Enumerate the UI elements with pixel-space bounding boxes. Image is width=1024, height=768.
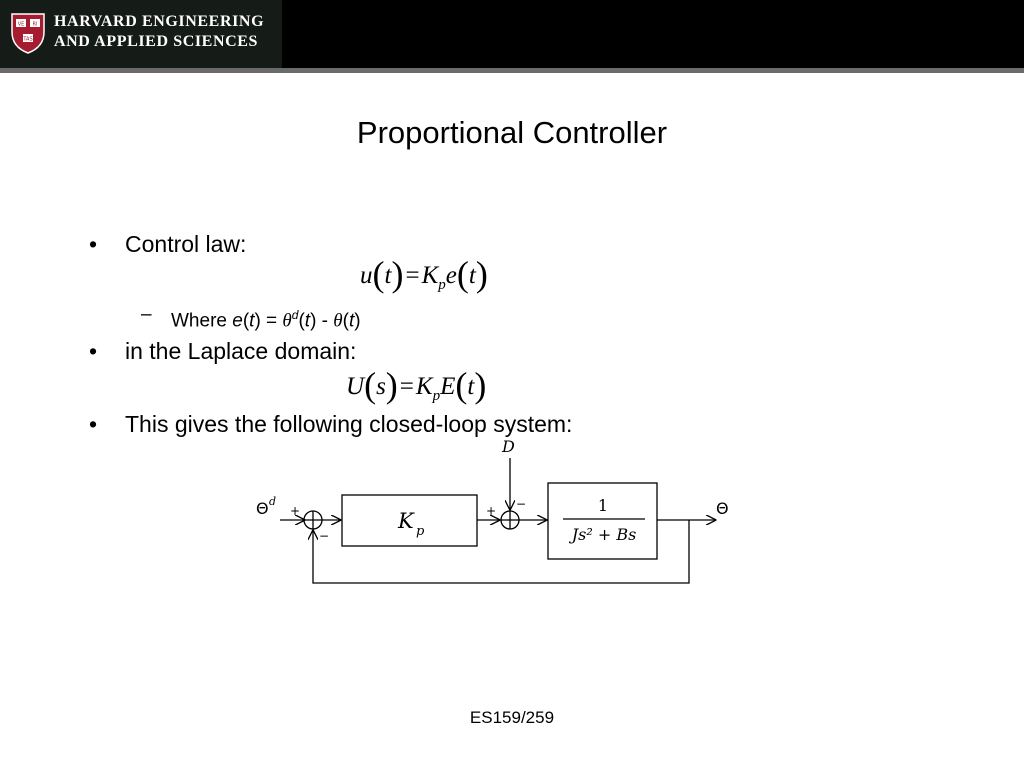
controller-gain-subscript: p	[416, 524, 425, 539]
sub-d: d	[291, 308, 299, 322]
sum2-plus-sign: +	[486, 504, 497, 518]
sub-bullet-error-definition: – Where $e(t) = \theta^d(t) - \theta(t)$	[141, 304, 361, 332]
sub-equals: =	[260, 310, 283, 332]
footer-course-code: ES159/259	[469, 708, 555, 727]
sub-e: e	[232, 310, 243, 332]
bullet-text: in the Laplace domain:	[125, 338, 357, 364]
harvard-shield-icon	[10, 12, 46, 54]
input-theta-superscript: d	[269, 495, 277, 508]
logo-wordmark	[54, 12, 264, 52]
equation-laplace: $U(s)=K_pE(t)$	[346, 365, 487, 405]
summing-junction-2	[501, 511, 519, 529]
plant-denominator: Js² + Bs	[571, 525, 637, 544]
plant-block	[548, 483, 657, 559]
eq-rhs-arg: t	[467, 373, 475, 400]
slide-title: Proportional Controller	[356, 115, 668, 150]
bullet-laplace	[89, 337, 357, 365]
sub-bullet-dash: –	[141, 304, 152, 325]
output-theta-label: Θ	[716, 499, 729, 518]
equation-control-law: $u(t)=K_pe(t)$	[360, 254, 488, 294]
shield-text-2: RI	[32, 21, 38, 28]
eq-gain: K	[421, 262, 439, 289]
bullet-control-law	[89, 230, 247, 258]
controller-gain-label: K	[398, 509, 414, 533]
eq-arg: s	[376, 373, 386, 400]
eq-lhs: U	[346, 373, 365, 400]
bullet-dot: •	[89, 338, 98, 364]
eq-gain: K	[415, 373, 433, 400]
sub-minus: -	[316, 310, 334, 332]
summing-junction-1	[304, 511, 322, 529]
plant-numerator: 1	[597, 496, 609, 515]
eq-rhs-arg: t	[468, 262, 476, 289]
bullet-text: Control law:	[125, 231, 247, 257]
eq-gain-subscript: p	[432, 388, 441, 404]
input-theta-label: Θ	[256, 499, 269, 518]
header-divider	[0, 68, 1024, 73]
sub-t-3: t	[348, 310, 355, 332]
disturbance-minus-sign: −	[516, 497, 527, 511]
bullet-text: This gives the following closed-loop system:	[125, 411, 573, 437]
closed-loop-block-diagram	[248, 432, 758, 592]
disturbance-label: D	[502, 437, 515, 456]
harvard-seas-logo	[0, 0, 282, 68]
eq-equals: =	[405, 262, 420, 289]
eq-lhs: u	[360, 262, 373, 289]
eq-gain-subscript: p	[438, 277, 446, 293]
eq-arg: t	[384, 262, 392, 289]
sub-t-2: t	[304, 310, 311, 332]
logo-line-2: AND APPLIED SCIENCES	[54, 33, 259, 50]
bullet-dot: •	[89, 231, 98, 257]
sub-theta-2: θ	[333, 310, 343, 332]
shield-text-3: TAS	[23, 36, 33, 43]
eq-rhs: e	[445, 262, 457, 289]
sub-t: t	[249, 310, 255, 332]
logo-line-1: HARVARD ENGINEERING	[54, 13, 265, 30]
sum1-plus-sign: +	[290, 504, 301, 518]
sub-prefix: Where	[171, 310, 233, 332]
sub-theta: θ	[282, 310, 292, 332]
eq-equals: =	[399, 373, 414, 400]
sum1-minus-sign: −	[319, 529, 330, 543]
eq-rhs: E	[440, 373, 456, 400]
bullet-dot: •	[89, 411, 98, 437]
shield-text-1: VE	[17, 21, 25, 28]
